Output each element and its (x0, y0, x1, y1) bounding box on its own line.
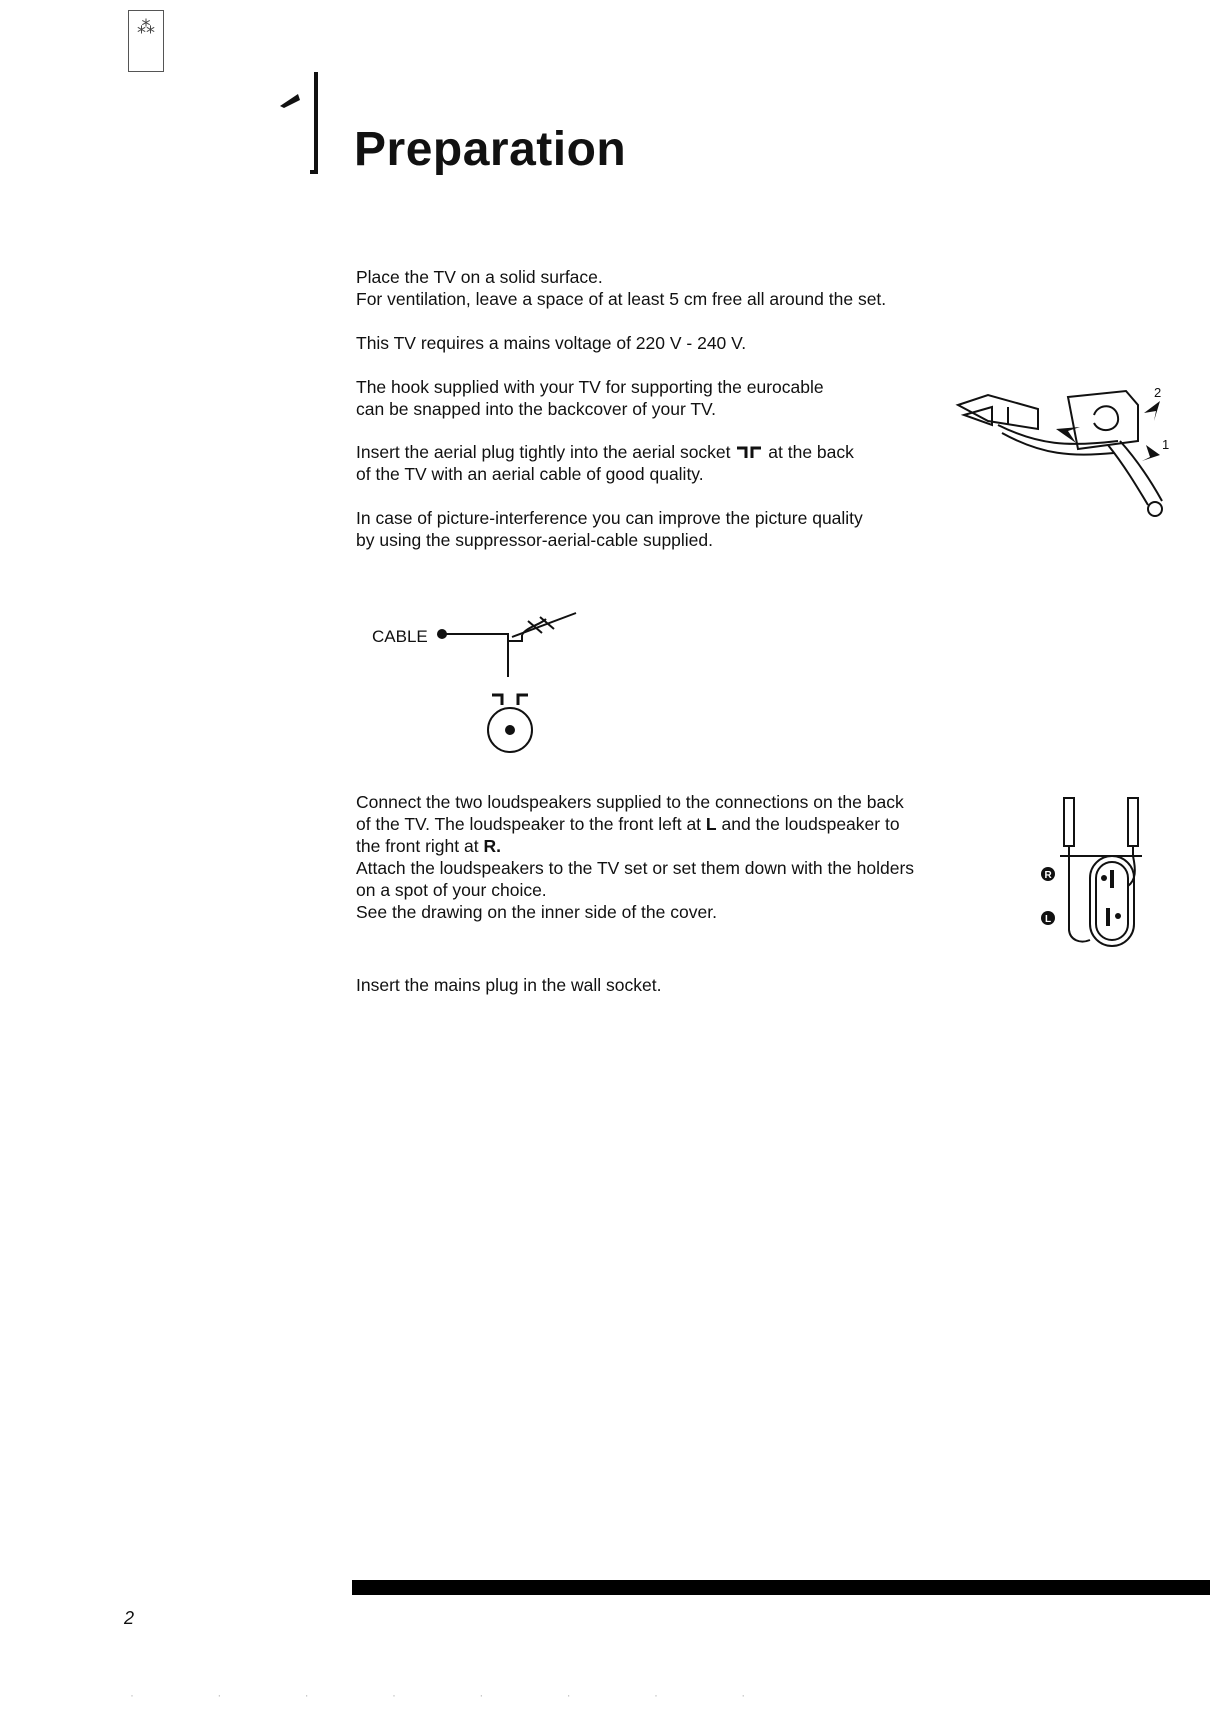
hook-step-1: 1 (1162, 437, 1170, 452)
chapter-tick-mark (278, 92, 302, 110)
corner-scan-mark: ⁂ (128, 10, 164, 72)
loudspeaker-line-4: Attach the loudspeakers to the TV set or set them down with the holders (356, 858, 915, 878)
loudspeaker-right-label: R. (483, 836, 501, 856)
aerial-socket-icon (735, 445, 763, 459)
hook-step-2: 2 (1154, 385, 1162, 400)
mains-plug-text: Insert the mains plug in the wall socket. (356, 975, 662, 995)
footer-bar (352, 1580, 1210, 1595)
loudspeaker-line-6: See the drawing on the inner side of the cover. (356, 902, 717, 922)
speaker-left-label: L (1045, 914, 1052, 925)
loudspeaker-left-label: L (705, 814, 717, 834)
loudspeaker-line-1: Connect the two loudspeakers supplied to the connections on the back (356, 792, 904, 812)
loudspeaker-line-2a: of the TV. The loudspeaker to the front left at (356, 814, 702, 834)
cable-aerial-diagram (370, 605, 590, 755)
placement-line-2: For ventilation, leave a space of at least 5 cm free all around the set. (356, 289, 887, 309)
scan-noise: · · · · · · · · (130, 1688, 786, 1702)
page-number: 2 (124, 1608, 135, 1628)
hook-line-1: The hook supplied with your TV for supporting the eurocable (356, 377, 824, 397)
aerial-socket-symbol-icon (492, 695, 528, 705)
voltage-text: This TV requires a mains voltage of 220 V - 240 V. (356, 333, 747, 353)
interference-line-1: In case of picture-interference you can improve the picture quality (356, 508, 863, 528)
chapter-number-bar (310, 72, 320, 174)
cable-label: CABLE (372, 627, 428, 646)
aerial-text (356, 441, 996, 485)
speaker-right-label: R (1044, 870, 1052, 881)
aerial-line-1a: Insert the aerial plug tightly into the aerial socket (356, 442, 731, 462)
aerial-line-2: of the TV with an aerial cable of good quality. (356, 464, 704, 484)
aerial-line-1b: at the back (768, 442, 854, 462)
hook-line-2: can be snapped into the backcover of your TV. (356, 399, 716, 419)
loudspeaker-line-3a: the front right at (356, 836, 479, 856)
placement-line-1: Place the TV on a solid surface. (356, 267, 603, 287)
hook-illustration (948, 385, 1178, 525)
loudspeaker-text (356, 791, 1036, 923)
chapter-title: Preparation (354, 123, 627, 176)
interference-text (356, 507, 996, 551)
loudspeaker-line-2b: and the loudspeaker to (721, 814, 900, 834)
interference-line-2: by using the suppressor-aerial-cable supplied. (356, 530, 714, 550)
loudspeaker-line-5: on a spot of your choice. (356, 880, 547, 900)
speaker-connection-diagram (1040, 790, 1150, 950)
placement-text (356, 266, 996, 310)
hook-text (356, 376, 996, 420)
